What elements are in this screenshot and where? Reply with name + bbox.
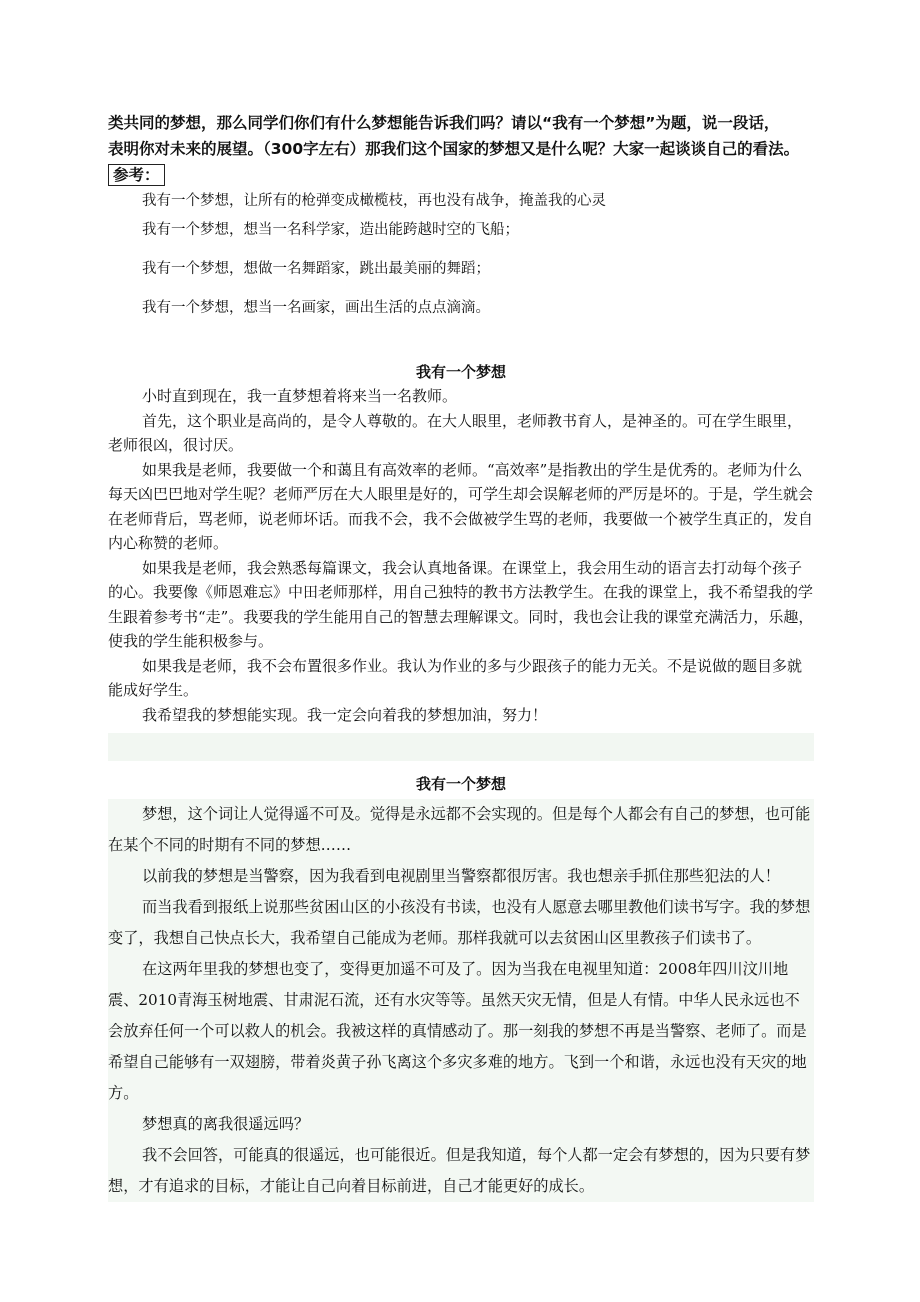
essay-paragraph: 首先，这个职业是高尚的，是令人尊敬的。在大人眼里，老师教书育人，是神圣的。可在学生眼里，老师很凶，很讨厌。 [108, 411, 803, 454]
intro-line: 表明你对未来的展望。（300字左右）那我们这个国家的梦想又是什么呢？大家一起谈谈自己的看法。 [108, 140, 800, 158]
essay-paragraph: 梦想，这个词让人觉得遥不可及。觉得是永远都不会实现的。但是每个人都会有自己的梦想，也可能在某个不同的时期有不同的梦想…… [108, 805, 811, 854]
essay-paragraph: 如果我是老师，我要做一个和蔼且有高效率的老师。“高效率”是指教出的学生是优秀的。老师为什么每天凶巴巴地对学生呢？老师严厉在大人眼里是好的，可学生却会误解老师的严厉是坏的。于是，学生就会在老师背后，骂老师，说老师坏话。而我不会，我不会做被学生骂的老师，我要做一个被学生真正的，发自内心称赞的老师。 [108, 460, 814, 552]
intro-block [108, 110, 814, 162]
reference-list [108, 190, 814, 322]
essay-title: 我有一个梦想 [415, 775, 506, 793]
essay-paragraph: 而当我看到报纸上说那些贫困山区的小孩没有书读，也没有人愿意去哪里教他们读书写字。我的梦想变了，我想自己快点长大，我希望自己能成为老师。那样我就可以去贫困山区里教孩子们读书了。 [108, 898, 811, 947]
essay-paragraph: 如果我是老师，我会熟悉每篇课文，我会认真地备课。在课堂上，我会用生动的语言去打动每个孩子的心。我要像《师恩难忘》中田老师那样，用自己独特的教书方法教学生。在我的课堂上，我不希望我的学生跟着参考书“走”。我要我的学生能用自己的智慧去理解课文。同时，我也会让我的课堂充满活力，乐趣，使我的学生能积极参与。 [108, 558, 814, 650]
essay-body [108, 799, 814, 1202]
reference-item: 我有一个梦想，让所有的枪弹变成橄榄枝，再也没有战争，掩盖我的心灵 [142, 193, 606, 209]
reference-item: 我有一个梦想，想当一名画家，画出生活的点点滴滴。 [142, 300, 490, 316]
essay-paragraph: 梦想真的离我很遥远吗？ [142, 1115, 310, 1133]
essay-paragraph: 在这两年里我的梦想也变了，变得更加遥不可及了。因为当我在电视里知道：2008年四川汶川地震、2010青海玉树地震、甘肃泥石流，还有水灾等等。虽然天灾无情，但是人有情。中华人民永远也不会放弃任何一个可以救人的机会。我被这样的真情感动了。那一刻我的梦想不再是当警察、老师了。而是希望自己能够有一双翅膀，带着炎黄子孙飞离这个多灾多难的地方。飞到一个和谐，永远也没有天灾的地方。 [108, 960, 807, 1102]
essay-paragraph: 我希望我的梦想能实现。我一定会向着我的梦想加油，努力！ [142, 705, 548, 724]
document-page [108, 110, 814, 1202]
essay-paragraph: 以前我的梦想是当警察，因为我看到电视剧里当警察都很厉害。我也想亲手抓住那些犯法的人！ [142, 867, 780, 885]
essay-paragraph: 我不会回答，可能真的很遥远，也可能很近。但是我知道，每个人都一定会有梦想的，因为只要有梦想，才有追求的目标，才能让自己向着目标前进，自己才能更好的成长。 [108, 1146, 811, 1195]
reference-label: 参考： [108, 164, 165, 186]
reference-item: 我有一个梦想，想做一名舞蹈家，跳出最美丽的舞蹈； [142, 261, 490, 277]
essay-body [108, 384, 814, 727]
essay-paragraph: 小时直到现在，我一直梦想着将来当一名教师。 [142, 387, 458, 405]
intro-line: 类共同的梦想，那么同学们你们有什么梦想能告诉我们吗？请以“我有一个梦想”为题，说一段话， [108, 114, 780, 132]
highlight-band [108, 733, 814, 761]
reference-item: 我有一个梦想，想当一名科学家，造出能跨越时空的飞船； [142, 222, 519, 238]
essay-paragraph: 如果我是老师，我不会布置很多作业。我认为作业的多与少跟孩子的能力无关。不是说做的题目多就能成好学生。 [108, 656, 803, 699]
essay-title: 我有一个梦想 [415, 363, 506, 381]
